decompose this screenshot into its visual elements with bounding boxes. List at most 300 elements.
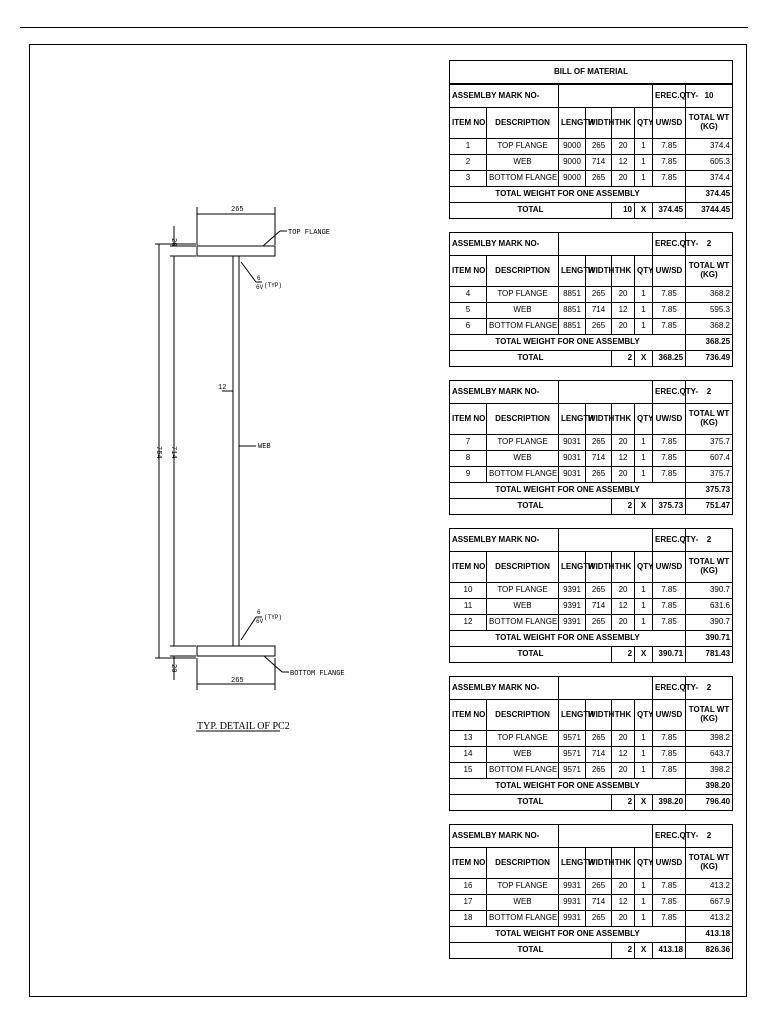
cell-uwsd: 7.85	[653, 319, 686, 335]
cell-thk: 20	[612, 435, 635, 451]
cell-qty: 1	[635, 467, 653, 483]
cell-thk: 12	[612, 155, 635, 171]
bom-row	[450, 747, 733, 763]
cell-width: 265	[586, 763, 612, 779]
cell-width: 714	[586, 599, 612, 615]
cell-uwsd: 7.85	[653, 615, 686, 631]
col-total-wt: TOTAL WT (KG)	[686, 700, 733, 731]
grand-total: 751.47	[686, 499, 733, 515]
cell-item-no: 2	[450, 155, 487, 171]
bom-row	[450, 615, 733, 631]
cell-thk: 20	[612, 467, 635, 483]
cell-uwsd: 7.85	[653, 583, 686, 599]
cell-item-no: 6	[450, 319, 487, 335]
col-width: WIDTH	[586, 552, 612, 583]
col-qty: QTY	[635, 700, 653, 731]
cell-total-wt: 368.2	[686, 287, 733, 303]
cell-uwsd: 7.85	[653, 879, 686, 895]
total-erec-qty: 2	[612, 351, 635, 367]
cell-qty: 1	[635, 599, 653, 615]
assembly-table	[449, 84, 733, 219]
i-beam-drawing	[0, 0, 440, 780]
cell-thk: 20	[612, 879, 635, 895]
col-thk: THK	[612, 552, 635, 583]
col-width: WIDTH	[586, 848, 612, 879]
total-label: TOTAL	[450, 203, 612, 219]
col-thk: THK	[612, 108, 635, 139]
bom-row	[450, 599, 733, 615]
dim-top-width: 265	[231, 206, 244, 214]
assembly-mark-label: ASSEMLBY MARK NO-	[450, 825, 559, 848]
bom-row	[450, 895, 733, 911]
cell-uwsd: 7.85	[653, 731, 686, 747]
cell-length: 9000	[559, 139, 586, 155]
total-one-value: 398.20	[686, 779, 733, 795]
col-total-wt: TOTAL WT (KG)	[686, 848, 733, 879]
cell-total-wt: 607.4	[686, 451, 733, 467]
cell-thk: 20	[612, 287, 635, 303]
cell-description: WEB	[487, 303, 559, 319]
cell-qty: 1	[635, 171, 653, 187]
col-thk: THK	[612, 848, 635, 879]
col-description: DESCRIPTION	[487, 848, 559, 879]
cell-qty: 1	[635, 879, 653, 895]
cell-total-wt: 375.7	[686, 467, 733, 483]
cell-item-no: 12	[450, 615, 487, 631]
cell-length: 9031	[559, 451, 586, 467]
total-one-value: 390.71	[686, 631, 733, 647]
bom-title: BILL OF MATERIAL	[450, 61, 733, 84]
cell-description: WEB	[487, 747, 559, 763]
erec-qty-value: 2	[686, 529, 733, 552]
col-length: LENGTH	[559, 404, 586, 435]
assembly-table	[449, 232, 733, 367]
assembly-table	[449, 528, 733, 663]
label-bottom-flange: BOTTOM FLANGE	[290, 670, 345, 678]
cell-thk: 20	[612, 583, 635, 599]
label-web: WEB	[258, 443, 271, 451]
total-erec-qty: 2	[612, 943, 635, 959]
erec-qty-label: EREC.QTY-	[653, 529, 686, 552]
cell-thk: 20	[612, 171, 635, 187]
total-one-label: TOTAL WEIGHT FOR ONE ASSEMBLY	[450, 927, 686, 943]
cell-item-no: 18	[450, 911, 487, 927]
total-one-value: 375.73	[686, 483, 733, 499]
cell-qty: 1	[635, 895, 653, 911]
col-total-wt: TOTAL WT (KG)	[686, 108, 733, 139]
cell-description: TOP FLANGE	[487, 287, 559, 303]
total-one-repeat: 413.18	[653, 943, 686, 959]
total-x: X	[635, 943, 653, 959]
grand-total: 736.49	[686, 351, 733, 367]
erec-qty-label: EREC.QTY-	[653, 677, 686, 700]
cell-length: 9571	[559, 731, 586, 747]
assembly-mark-value	[559, 529, 653, 552]
cell-length: 9571	[559, 763, 586, 779]
cell-width: 265	[586, 139, 612, 155]
weld-bot: 6	[257, 609, 261, 616]
assembly-mark-value	[559, 677, 653, 700]
col-item-no: ITEM NO	[450, 848, 487, 879]
col-description: DESCRIPTION	[487, 256, 559, 287]
cell-total-wt: 390.7	[686, 583, 733, 599]
cell-total-wt: 595.3	[686, 303, 733, 319]
cell-item-no: 10	[450, 583, 487, 599]
cell-thk: 12	[612, 747, 635, 763]
cell-qty: 1	[635, 763, 653, 779]
assembly-table	[449, 824, 733, 959]
cell-description: TOP FLANGE	[487, 583, 559, 599]
assembly-mark-label: ASSEMLBY MARK NO-	[450, 381, 559, 404]
cell-width: 265	[586, 171, 612, 187]
cell-description: WEB	[487, 895, 559, 911]
cell-description: BOTTOM FLANGE	[487, 911, 559, 927]
dim-overall-depth: 754	[154, 446, 162, 459]
cell-length: 9931	[559, 895, 586, 911]
cell-width: 265	[586, 435, 612, 451]
total-x: X	[635, 647, 653, 663]
cell-total-wt: 375.7	[686, 435, 733, 451]
cell-qty: 1	[635, 583, 653, 599]
cell-length: 9391	[559, 615, 586, 631]
total-erec-qty: 10	[612, 203, 635, 219]
bom-row	[450, 763, 733, 779]
total-one-label: TOTAL WEIGHT FOR ONE ASSEMBLY	[450, 483, 686, 499]
cell-total-wt: 631.6	[686, 599, 733, 615]
bom-row	[450, 879, 733, 895]
col-thk: THK	[612, 256, 635, 287]
grand-total: 3744.45	[686, 203, 733, 219]
cell-description: BOTTOM FLANGE	[487, 171, 559, 187]
cell-width: 265	[586, 911, 612, 927]
assembly-mark-value	[559, 233, 653, 256]
total-erec-qty: 2	[612, 795, 635, 811]
cell-length: 9000	[559, 155, 586, 171]
cell-qty: 1	[635, 731, 653, 747]
col-uwsd: UW/SD	[653, 404, 686, 435]
cell-item-no: 3	[450, 171, 487, 187]
bom-row	[450, 303, 733, 319]
col-total-wt: TOTAL WT (KG)	[686, 256, 733, 287]
erec-qty-value: 10	[686, 85, 733, 108]
total-label: TOTAL	[450, 795, 612, 811]
cell-qty: 1	[635, 155, 653, 171]
cell-description: TOP FLANGE	[487, 731, 559, 747]
cell-length: 9000	[559, 171, 586, 187]
cell-uwsd: 7.85	[653, 895, 686, 911]
erec-qty-label: EREC.QTY-	[653, 381, 686, 404]
erec-qty-label: EREC.QTY-	[653, 85, 686, 108]
total-label: TOTAL	[450, 943, 612, 959]
col-length: LENGTH	[559, 108, 586, 139]
assembly-mark-label: ASSEMLBY MARK NO-	[450, 85, 559, 108]
total-label: TOTAL	[450, 647, 612, 663]
cell-qty: 1	[635, 615, 653, 631]
cell-length: 8851	[559, 319, 586, 335]
cell-thk: 20	[612, 763, 635, 779]
cell-item-no: 17	[450, 895, 487, 911]
col-width: WIDTH	[586, 404, 612, 435]
col-qty: QTY	[635, 552, 653, 583]
cell-total-wt: 368.2	[686, 319, 733, 335]
cell-item-no: 1	[450, 139, 487, 155]
cell-uwsd: 7.85	[653, 911, 686, 927]
cell-width: 265	[586, 583, 612, 599]
total-one-repeat: 368.25	[653, 351, 686, 367]
cell-width: 265	[586, 467, 612, 483]
cell-uwsd: 7.85	[653, 287, 686, 303]
cell-total-wt: 413.2	[686, 911, 733, 927]
cell-description: WEB	[487, 451, 559, 467]
bom-row	[450, 435, 733, 451]
cell-width: 714	[586, 747, 612, 763]
cell-qty: 1	[635, 451, 653, 467]
cell-total-wt: 390.7	[686, 615, 733, 631]
assembly-table	[449, 676, 733, 811]
col-item-no: ITEM NO	[450, 404, 487, 435]
cell-qty: 1	[635, 303, 653, 319]
cell-item-no: 5	[450, 303, 487, 319]
cell-total-wt: 374.4	[686, 139, 733, 155]
cell-total-wt: 398.2	[686, 731, 733, 747]
cell-total-wt: 374.4	[686, 171, 733, 187]
assembly-mark-label: ASSEMLBY MARK NO-	[450, 233, 559, 256]
total-one-repeat: 390.71	[653, 647, 686, 663]
erec-qty-value: 2	[686, 825, 733, 848]
col-item-no: ITEM NO	[450, 552, 487, 583]
cell-uwsd: 7.85	[653, 763, 686, 779]
total-one-repeat: 398.20	[653, 795, 686, 811]
col-qty: QTY	[635, 108, 653, 139]
col-length: LENGTH	[559, 256, 586, 287]
col-total-wt: TOTAL WT (KG)	[686, 552, 733, 583]
cell-length: 8851	[559, 303, 586, 319]
cell-qty: 1	[635, 435, 653, 451]
erec-qty-value: 2	[686, 381, 733, 404]
bom-row	[450, 467, 733, 483]
cell-width: 265	[586, 879, 612, 895]
col-description: DESCRIPTION	[487, 552, 559, 583]
cell-total-wt: 413.2	[686, 879, 733, 895]
total-one-label: TOTAL WEIGHT FOR ONE ASSEMBLY	[450, 335, 686, 351]
weld-top-sub: 6V	[256, 284, 264, 291]
cell-description: WEB	[487, 599, 559, 615]
col-uwsd: UW/SD	[653, 700, 686, 731]
cell-item-no: 11	[450, 599, 487, 615]
drawing-caption: TYP. DETAIL OF PC2	[197, 721, 290, 732]
total-one-value: 413.18	[686, 927, 733, 943]
cell-width: 265	[586, 731, 612, 747]
dim-bottom-width: 265	[231, 677, 244, 685]
col-width: WIDTH	[586, 108, 612, 139]
col-width: WIDTH	[586, 700, 612, 731]
cell-length: 9391	[559, 583, 586, 599]
cell-length: 9391	[559, 599, 586, 615]
col-qty: QTY	[635, 404, 653, 435]
bom-blocks	[449, 84, 732, 959]
weld-top-typ: (TYP)	[264, 282, 283, 289]
erec-qty-label: EREC.QTY-	[653, 825, 686, 848]
col-item-no: ITEM NO	[450, 256, 487, 287]
cell-thk: 12	[612, 303, 635, 319]
total-erec-qty: 2	[612, 499, 635, 515]
col-item-no: ITEM NO	[450, 108, 487, 139]
dim-web-thk: 12	[218, 384, 227, 392]
col-description: DESCRIPTION	[487, 108, 559, 139]
grand-total: 826.36	[686, 943, 733, 959]
bom-row	[450, 155, 733, 171]
cell-description: TOP FLANGE	[487, 879, 559, 895]
bom-row	[450, 139, 733, 155]
cell-description: BOTTOM FLANGE	[487, 319, 559, 335]
cell-uwsd: 7.85	[653, 467, 686, 483]
cell-length: 9931	[559, 911, 586, 927]
cell-width: 265	[586, 319, 612, 335]
cell-description: BOTTOM FLANGE	[487, 615, 559, 631]
cell-qty: 1	[635, 747, 653, 763]
cell-total-wt: 643.7	[686, 747, 733, 763]
total-x: X	[635, 351, 653, 367]
erec-qty-value: 2	[686, 233, 733, 256]
cell-uwsd: 7.85	[653, 155, 686, 171]
col-length: LENGTH	[559, 552, 586, 583]
cell-item-no: 4	[450, 287, 487, 303]
cell-thk: 12	[612, 451, 635, 467]
dim-bottom-flange-thk: 20	[169, 664, 177, 673]
bill-of-material	[449, 60, 732, 972]
cell-qty: 1	[635, 319, 653, 335]
assembly-mark-value	[559, 381, 653, 404]
weld-bot-typ: (TYP)	[264, 614, 283, 621]
cell-width: 714	[586, 303, 612, 319]
grand-total: 781.43	[686, 647, 733, 663]
total-one-label: TOTAL WEIGHT FOR ONE ASSEMBLY	[450, 779, 686, 795]
cell-thk: 20	[612, 731, 635, 747]
label-top-flange: TOP FLANGE	[288, 229, 331, 237]
cell-description: TOP FLANGE	[487, 139, 559, 155]
cell-description: BOTTOM FLANGE	[487, 467, 559, 483]
col-width: WIDTH	[586, 256, 612, 287]
bom-row	[450, 319, 733, 335]
cell-width: 714	[586, 895, 612, 911]
col-uwsd: UW/SD	[653, 108, 686, 139]
cell-qty: 1	[635, 911, 653, 927]
total-one-repeat: 374.45	[653, 203, 686, 219]
cell-item-no: 13	[450, 731, 487, 747]
col-thk: THK	[612, 700, 635, 731]
bom-row	[450, 171, 733, 187]
col-thk: THK	[612, 404, 635, 435]
cell-total-wt: 605.3	[686, 155, 733, 171]
cell-thk: 20	[612, 615, 635, 631]
bom-row	[450, 451, 733, 467]
cell-uwsd: 7.85	[653, 303, 686, 319]
total-one-repeat: 375.73	[653, 499, 686, 515]
assembly-table	[449, 380, 733, 515]
total-one-value: 368.25	[686, 335, 733, 351]
cell-item-no: 16	[450, 879, 487, 895]
cell-thk: 12	[612, 599, 635, 615]
bom-row	[450, 583, 733, 599]
cell-item-no: 9	[450, 467, 487, 483]
cell-item-no: 8	[450, 451, 487, 467]
bom-row	[450, 731, 733, 747]
total-label: TOTAL	[450, 499, 612, 515]
cell-length: 9571	[559, 747, 586, 763]
assembly-mark-label: ASSEMLBY MARK NO-	[450, 677, 559, 700]
col-description: DESCRIPTION	[487, 404, 559, 435]
col-description: DESCRIPTION	[487, 700, 559, 731]
cell-thk: 20	[612, 911, 635, 927]
cell-description: WEB	[487, 155, 559, 171]
cell-thk: 12	[612, 895, 635, 911]
cell-width: 714	[586, 451, 612, 467]
grand-total: 796.40	[686, 795, 733, 811]
total-x: X	[635, 795, 653, 811]
erec-qty-label: EREC.QTY-	[653, 233, 686, 256]
col-item-no: ITEM NO	[450, 700, 487, 731]
dim-web-depth: 714	[169, 446, 177, 459]
cell-width: 265	[586, 287, 612, 303]
col-length: LENGTH	[559, 700, 586, 731]
total-x: X	[635, 499, 653, 515]
cell-width: 714	[586, 155, 612, 171]
cell-thk: 20	[612, 319, 635, 335]
col-qty: QTY	[635, 256, 653, 287]
col-uwsd: UW/SD	[653, 552, 686, 583]
cell-length: 9931	[559, 879, 586, 895]
cell-total-wt: 398.2	[686, 763, 733, 779]
bom-row	[450, 911, 733, 927]
cell-uwsd: 7.85	[653, 171, 686, 187]
col-length: LENGTH	[559, 848, 586, 879]
cell-length: 9031	[559, 435, 586, 451]
assembly-mark-value	[559, 825, 653, 848]
total-one-value: 374.45	[686, 187, 733, 203]
total-x: X	[635, 203, 653, 219]
dim-top-flange-thk: 20	[169, 238, 177, 247]
cell-length: 8851	[559, 287, 586, 303]
col-total-wt: TOTAL WT (KG)	[686, 404, 733, 435]
erec-qty-value: 2	[686, 677, 733, 700]
cell-qty: 1	[635, 139, 653, 155]
total-erec-qty: 2	[612, 647, 635, 663]
cell-thk: 20	[612, 139, 635, 155]
cell-length: 9031	[559, 467, 586, 483]
assembly-mark-label: ASSEMLBY MARK NO-	[450, 529, 559, 552]
weld-bot-sub: 6V	[256, 618, 264, 625]
cell-description: TOP FLANGE	[487, 435, 559, 451]
cell-uwsd: 7.85	[653, 599, 686, 615]
cell-item-no: 14	[450, 747, 487, 763]
cell-item-no: 7	[450, 435, 487, 451]
cell-width: 265	[586, 615, 612, 631]
col-uwsd: UW/SD	[653, 256, 686, 287]
cell-item-no: 15	[450, 763, 487, 779]
cell-uwsd: 7.85	[653, 139, 686, 155]
col-uwsd: UW/SD	[653, 848, 686, 879]
cell-qty: 1	[635, 287, 653, 303]
cell-description: BOTTOM FLANGE	[487, 763, 559, 779]
cell-uwsd: 7.85	[653, 451, 686, 467]
cell-uwsd: 7.85	[653, 747, 686, 763]
total-one-label: TOTAL WEIGHT FOR ONE ASSEMBLY	[450, 187, 686, 203]
bom-row	[450, 287, 733, 303]
assembly-mark-value	[559, 85, 653, 108]
cell-total-wt: 667.9	[686, 895, 733, 911]
bom-title-table	[449, 60, 733, 84]
total-one-label: TOTAL WEIGHT FOR ONE ASSEMBLY	[450, 631, 686, 647]
